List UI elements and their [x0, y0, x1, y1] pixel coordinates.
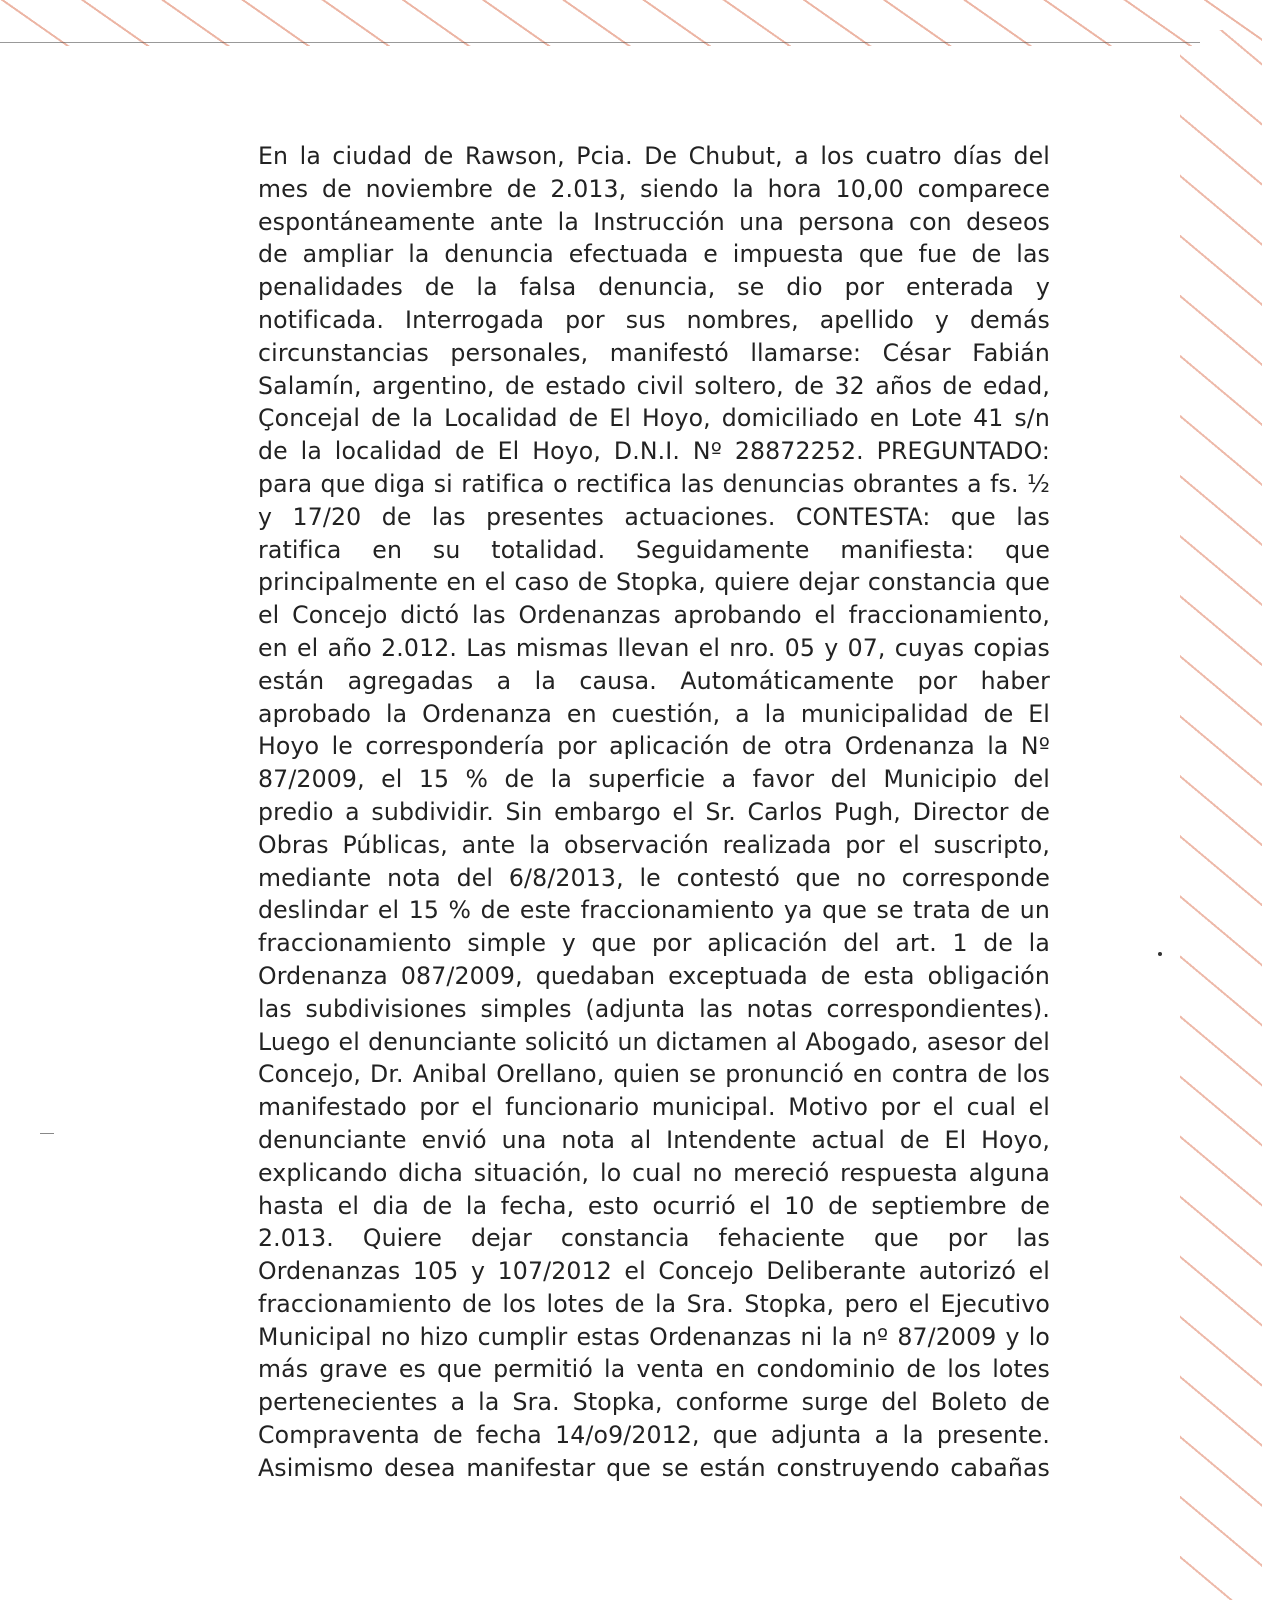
text-line: Ordenanza 087/2009, quedaban exceptuada de esta obligación: [258, 961, 1050, 990]
text-line: las subdivisiones simples (adjunta las notas correspondientes).: [258, 994, 1050, 1023]
text-line: circunstancias personales, manifestó llamarse: César Fabián: [258, 338, 1050, 367]
text-line: Concejo, Dr. Anibal Orellano, quien se pronunció en contra de los: [258, 1060, 1050, 1089]
text-line: 2.013. Quiere dejar constancia fehaciente que por las: [258, 1224, 1050, 1253]
text-line: fraccionamiento de los lotes de la Sra. Stopka, pero el Ejecutivo: [258, 1289, 1050, 1318]
text-line: explicando dicha situación, lo cual no mereció respuesta alguna: [258, 1158, 1050, 1187]
text-line: Ordenanzas 105 y 107/2012 el Concejo Deliberante autorizó el: [258, 1257, 1050, 1286]
text-line: Çoncejal de la Localidad de El Hoyo, domiciliado en Lote 41 s/n: [258, 404, 1050, 433]
text-line: mes de noviembre de 2.013, siendo la hora 10,00 comparece: [258, 174, 1050, 203]
text-line: manifestado por el funcionario municipal. Motivo por el cual el: [258, 1093, 1050, 1122]
text-line: mediante nota del 6/8/2013, le contestó que no corresponde: [258, 863, 1050, 892]
text-line: espontáneamente ante la Instrucción una persona con deseos: [258, 207, 1050, 236]
text-line: Hoyo le correspondería por aplicación de otra Ordenanza la Nº: [258, 732, 1050, 761]
text-line: y 17/20 de las presentes actuaciones. CONTESTA: que las: [258, 502, 1050, 531]
text-line: más grave es que permitió la venta en condominio de los lotes: [258, 1355, 1050, 1384]
text-line: denunciante envió una nota al Intendente actual de El Hoyo,: [258, 1125, 1050, 1154]
text-line: Luego el denunciante solicitó un dictamen al Abogado, asesor del: [258, 1027, 1050, 1056]
text-line: ratifica en su totalidad. Seguidamente manifiesta: que: [258, 535, 1050, 564]
text-line: penalidades de la falsa denuncia, se dio por enterada y: [258, 273, 1050, 302]
text-line: fraccionamiento simple y que por aplicación del art. 1 de la: [258, 929, 1050, 958]
document-body: [258, 140, 1050, 1485]
text-line: en el año 2.012. Las mismas llevan el nro. 05 y 07, cuyas copias: [258, 633, 1050, 662]
text-line: En la ciudad de Rawson, Pcia. De Chubut, a los cuatro días del: [258, 142, 1050, 170]
text-line: 87/2009, el 15 % de la superficie a favor del Municipio del: [258, 765, 1050, 794]
text-line: Obras Públicas, ante la observación realizada por el suscripto,: [258, 830, 1050, 859]
text-line: están agregadas a la causa. Automáticamente por haber: [258, 666, 1050, 695]
top-rule-line: [0, 42, 1200, 43]
text-line: principalmente en el caso de Stopka, quiere dejar constancia que: [258, 568, 1050, 597]
text-line: de la localidad de El Hoyo, D.N.I. Nº 28872252. PREGUNTADO:: [258, 437, 1050, 466]
text-line: de ampliar la denuncia efectuada e impuesta que fue de las: [258, 240, 1050, 269]
text-line: notificada. Interrogada por sus nombres, apellido y demás: [258, 305, 1050, 334]
text-line: Municipal no hizo cumplir estas Ordenanzas ni la nº 87/2009 y lo: [258, 1322, 1050, 1351]
text-line: el Concejo dictó las Ordenanzas aprobando el fraccionamiento,: [258, 601, 1050, 630]
text-line: Compraventa de fecha 14/o9/2012, que adjunta a la presente.: [258, 1421, 1050, 1450]
text-line: Salamín, argentino, de estado civil soltero, de 32 años de edad,: [258, 371, 1050, 400]
top-hatched-border: [0, 0, 1262, 46]
text-line: aprobado la Ordenanza en cuestión, a la municipalidad de El: [258, 699, 1050, 728]
text-line: hasta el dia de la fecha, esto ocurrió el 10 de septiembre de: [258, 1191, 1050, 1220]
text-line: Asimismo desea manifestar que se están construyendo cabañas: [258, 1453, 1050, 1482]
text-line: para que diga si ratifica o rectifica las denuncias obrantes a fs. ½: [258, 469, 1050, 498]
scan-mark: [40, 1133, 54, 1134]
text-line: deslindar el 15 % de este fraccionamiento ya que se trata de un: [258, 896, 1050, 925]
text-line: predio a subdividir. Sin embargo el Sr. Carlos Pugh, Director de: [258, 797, 1050, 826]
right-hatched-border: [1180, 30, 1262, 1600]
text-line: pertenecientes a la Sra. Stopka, conforme surge del Boleto de: [258, 1388, 1050, 1417]
scan-speck: [1158, 952, 1162, 956]
